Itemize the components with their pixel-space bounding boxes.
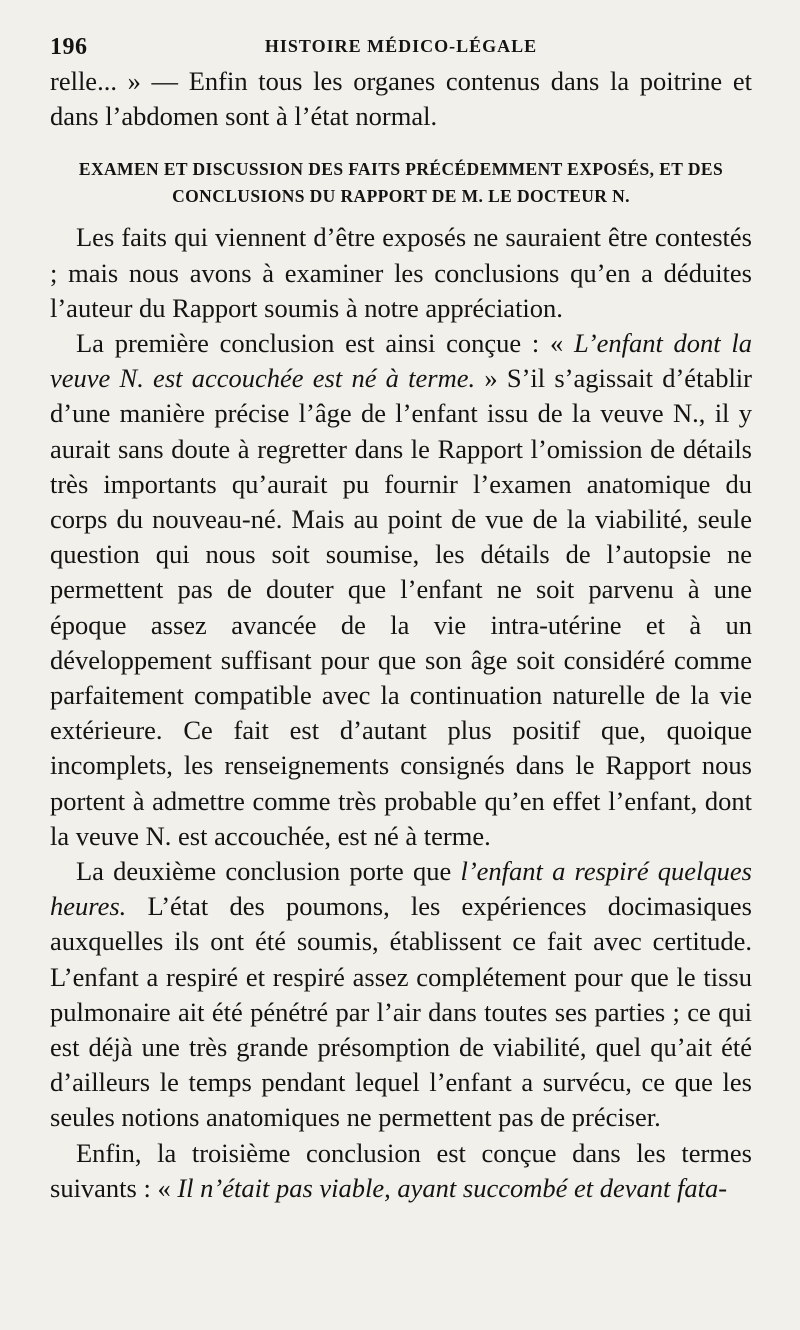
- continuation-paragraph: relle... » — Enfin tous les organes contenus dans la poitrine et dans l’abdomen sont à l’état normal.: [50, 66, 752, 132]
- paragraph-3-start: La deuxième conclusion porte que: [76, 856, 461, 887]
- running-title: HISTOIRE MÉDICO-LÉGALE: [264, 36, 538, 56]
- paragraph-4: [50, 1136, 752, 1206]
- body-text: [50, 64, 752, 1206]
- paragraph-3: [50, 854, 752, 1136]
- paragraph-3-quote: l’enfant a respiré quelques heures.: [50, 856, 752, 922]
- section-heading: [50, 156, 752, 210]
- running-head: [50, 34, 752, 64]
- paragraph-1: Les faits qui viennent d’être exposés ne sauraient être contestés ; mais nous avons à examiner les conclusions qu’en a déduites l’auteur du Rapport soumis à notre appréciation.: [50, 222, 752, 323]
- paragraph-4-quote: Il n’était pas viable, ayant succombé et devant fata-: [177, 1172, 728, 1203]
- paragraph-3-rest: L’état des poumons, les expériences docimasiques auxquelles ils ont été soumis, établissent ce fait avec certitude. L’enfant a respiré et respiré assez complétement pour que le tissu pulmonaire ait été pénétré par l’air dans toutes ses parties ; ce qui est déjà une très grande présomption de viabilité, quel qu’ait été d’ailleurs le temps pendant lequel l’enfant a survécu, ce que les seules notions anatomiques ne permettent pas de préciser.: [50, 891, 752, 1133]
- paragraph-2-quote: L’enfant dont la veuve N. est accouchée est né à terme.: [50, 328, 753, 394]
- paragraph-2-rest: » S’il s’agissait d’établir d’une manière précise l’âge de l’enfant issu de la veuve N., il y aurait sans doute à regretter dans le Rapport l’omission de détails très importants qu’aurait pu fournir l’examen anatomique du corps du nouveau-né. Mais au point de vue de la viabilité, seule question qui nous soit soumise, les détails de l’autopsie ne permettent pas de douter que l’enfant ne soit parvenu à une époque assez avancée de la vie intra-utérine et à un développement suffisant pour que son âge soit considéré comme parfaitement compatible avec la continuation naturelle de la vie extérieure. Ce fait est d’autant plus positif que, quoique incomplets, les renseignements consignés dans le Rapport nous portent à admettre comme très probable qu’en effet l’enfant, dont la veuve N. est accouchée, est né à terme.: [50, 363, 752, 851]
- paragraph-2-start: La première conclusion est ainsi conçue : «: [76, 328, 574, 359]
- paragraph-2: [50, 326, 752, 854]
- section-heading-line-2: CONCLUSIONS DU RAPPORT DE M. LE DOCTEUR N.: [172, 186, 630, 207]
- section-heading-line-1: EXAMEN ET DISCUSSION DES FAITS PRÉCÉDEMMENT EXPOSÉS, ET DES: [78, 159, 724, 180]
- page-number: 196: [50, 34, 88, 60]
- paragraph-4-start: Enfin, la troisième conclusion est conçue dans les termes suivants : «: [50, 1137, 752, 1203]
